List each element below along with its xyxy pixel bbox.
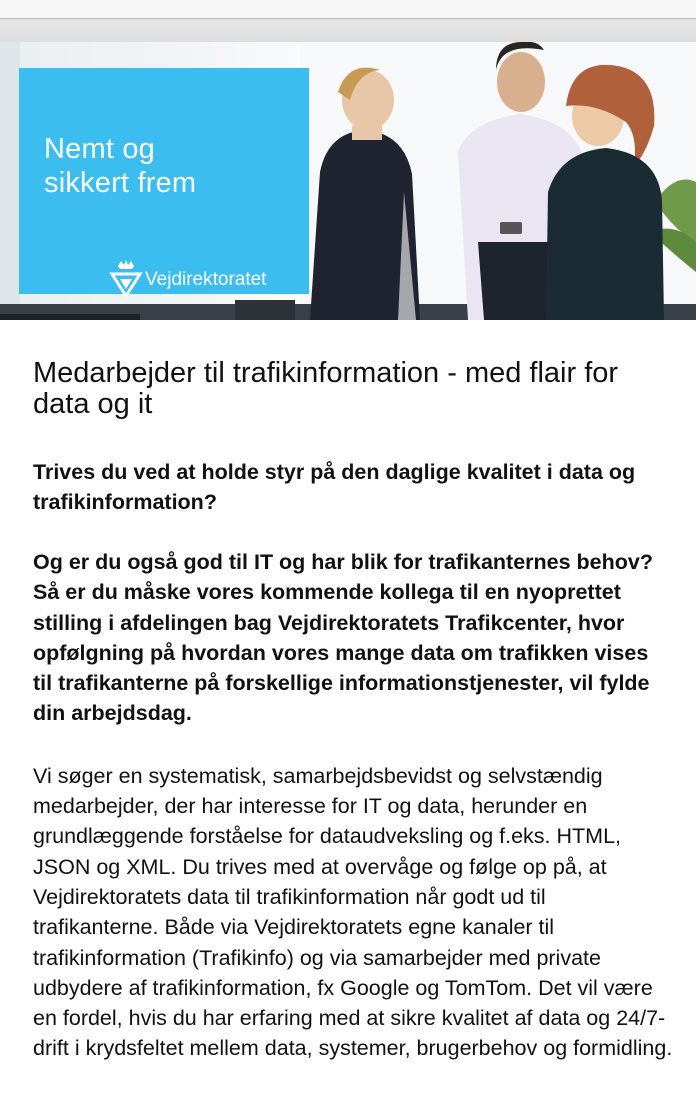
brand-banner [19, 68, 309, 294]
slogan [44, 132, 196, 200]
crown-shield-icon [109, 258, 143, 298]
slogan-line-2: sikkert frem [44, 167, 197, 199]
browser-top-bar [0, 0, 696, 42]
page-title: Medarbejder til trafikinformation - med flair for data og it [33, 357, 619, 420]
logo-text: Vejdirektoratet [145, 269, 267, 290]
vejdirektoratet-logo [109, 258, 266, 298]
lead-question: Trives du ved at holde styr på den daglige kvalitet i data og trafikinformation? [33, 460, 636, 514]
body-paragraph: Vi søger en systematisk, samarbejdsbevidst og selvstændig medarbejder, der har interesse for IT og data, herunder en grundlæggende forståelse for dataudveksling og f.eks. HTML, JSON og XML. Du trives med at overvåge og følge op på, at Vejdirektoratets data til trafikinformation når godt ud til trafikanterne. Både via Vejdirektoratets egne kanaler til trafikinformation (Trafikinfo) og via samarbejder med private udbydere af trafikinformation, fx Google og TomTom. Det vil være en fordel, hvis du har erfaring med at sikre kvalitet af data og 24/7-drift i krydsfeltet mellem data, systemer, brugerbehov og formidling. [33, 763, 673, 1061]
article [33, 358, 673, 1064]
lead-paragraph: Og er du også god til IT og har blik for trafikanternes behov? Så er du måske vores kommende kollega til en nyoprettet stilling i afdelingen bag Vejdirektoratets Trafikcenter, hvor opfølgning på hvordan vores mange data om trafikken vises til trafikanterne på forskellige informationstjenester, vil fylde din arbejdsdag. [33, 550, 653, 726]
hero-banner-image [0, 42, 696, 320]
slogan-line-1: Nemt og [44, 133, 155, 165]
